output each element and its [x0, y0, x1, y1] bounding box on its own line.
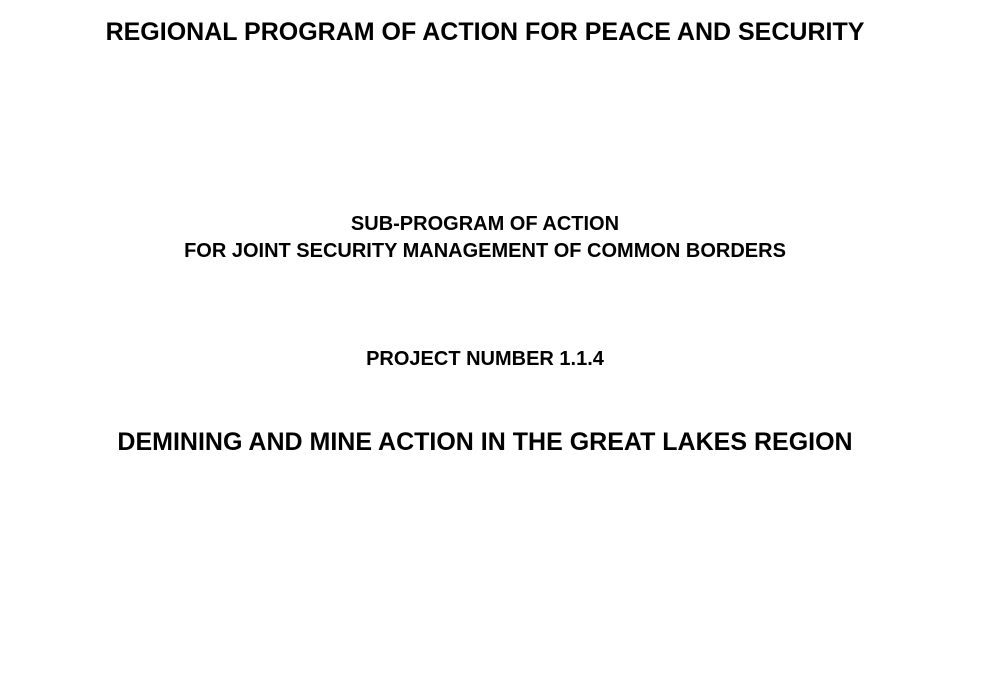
project-number: PROJECT NUMBER 1.1.4 [366, 348, 604, 370]
sub-program-subheading: FOR JOINT SECURITY MANAGEMENT OF COMMON BORDERS [184, 240, 786, 262]
sub-program-heading: SUB-PROGRAM OF ACTION [350, 213, 620, 235]
project-title: DEMINING AND MINE ACTION IN THE GREAT LAKES REGION [117, 428, 853, 456]
program-title: REGIONAL PROGRAM OF ACTION FOR PEACE AND SECURITY [105, 18, 865, 46]
